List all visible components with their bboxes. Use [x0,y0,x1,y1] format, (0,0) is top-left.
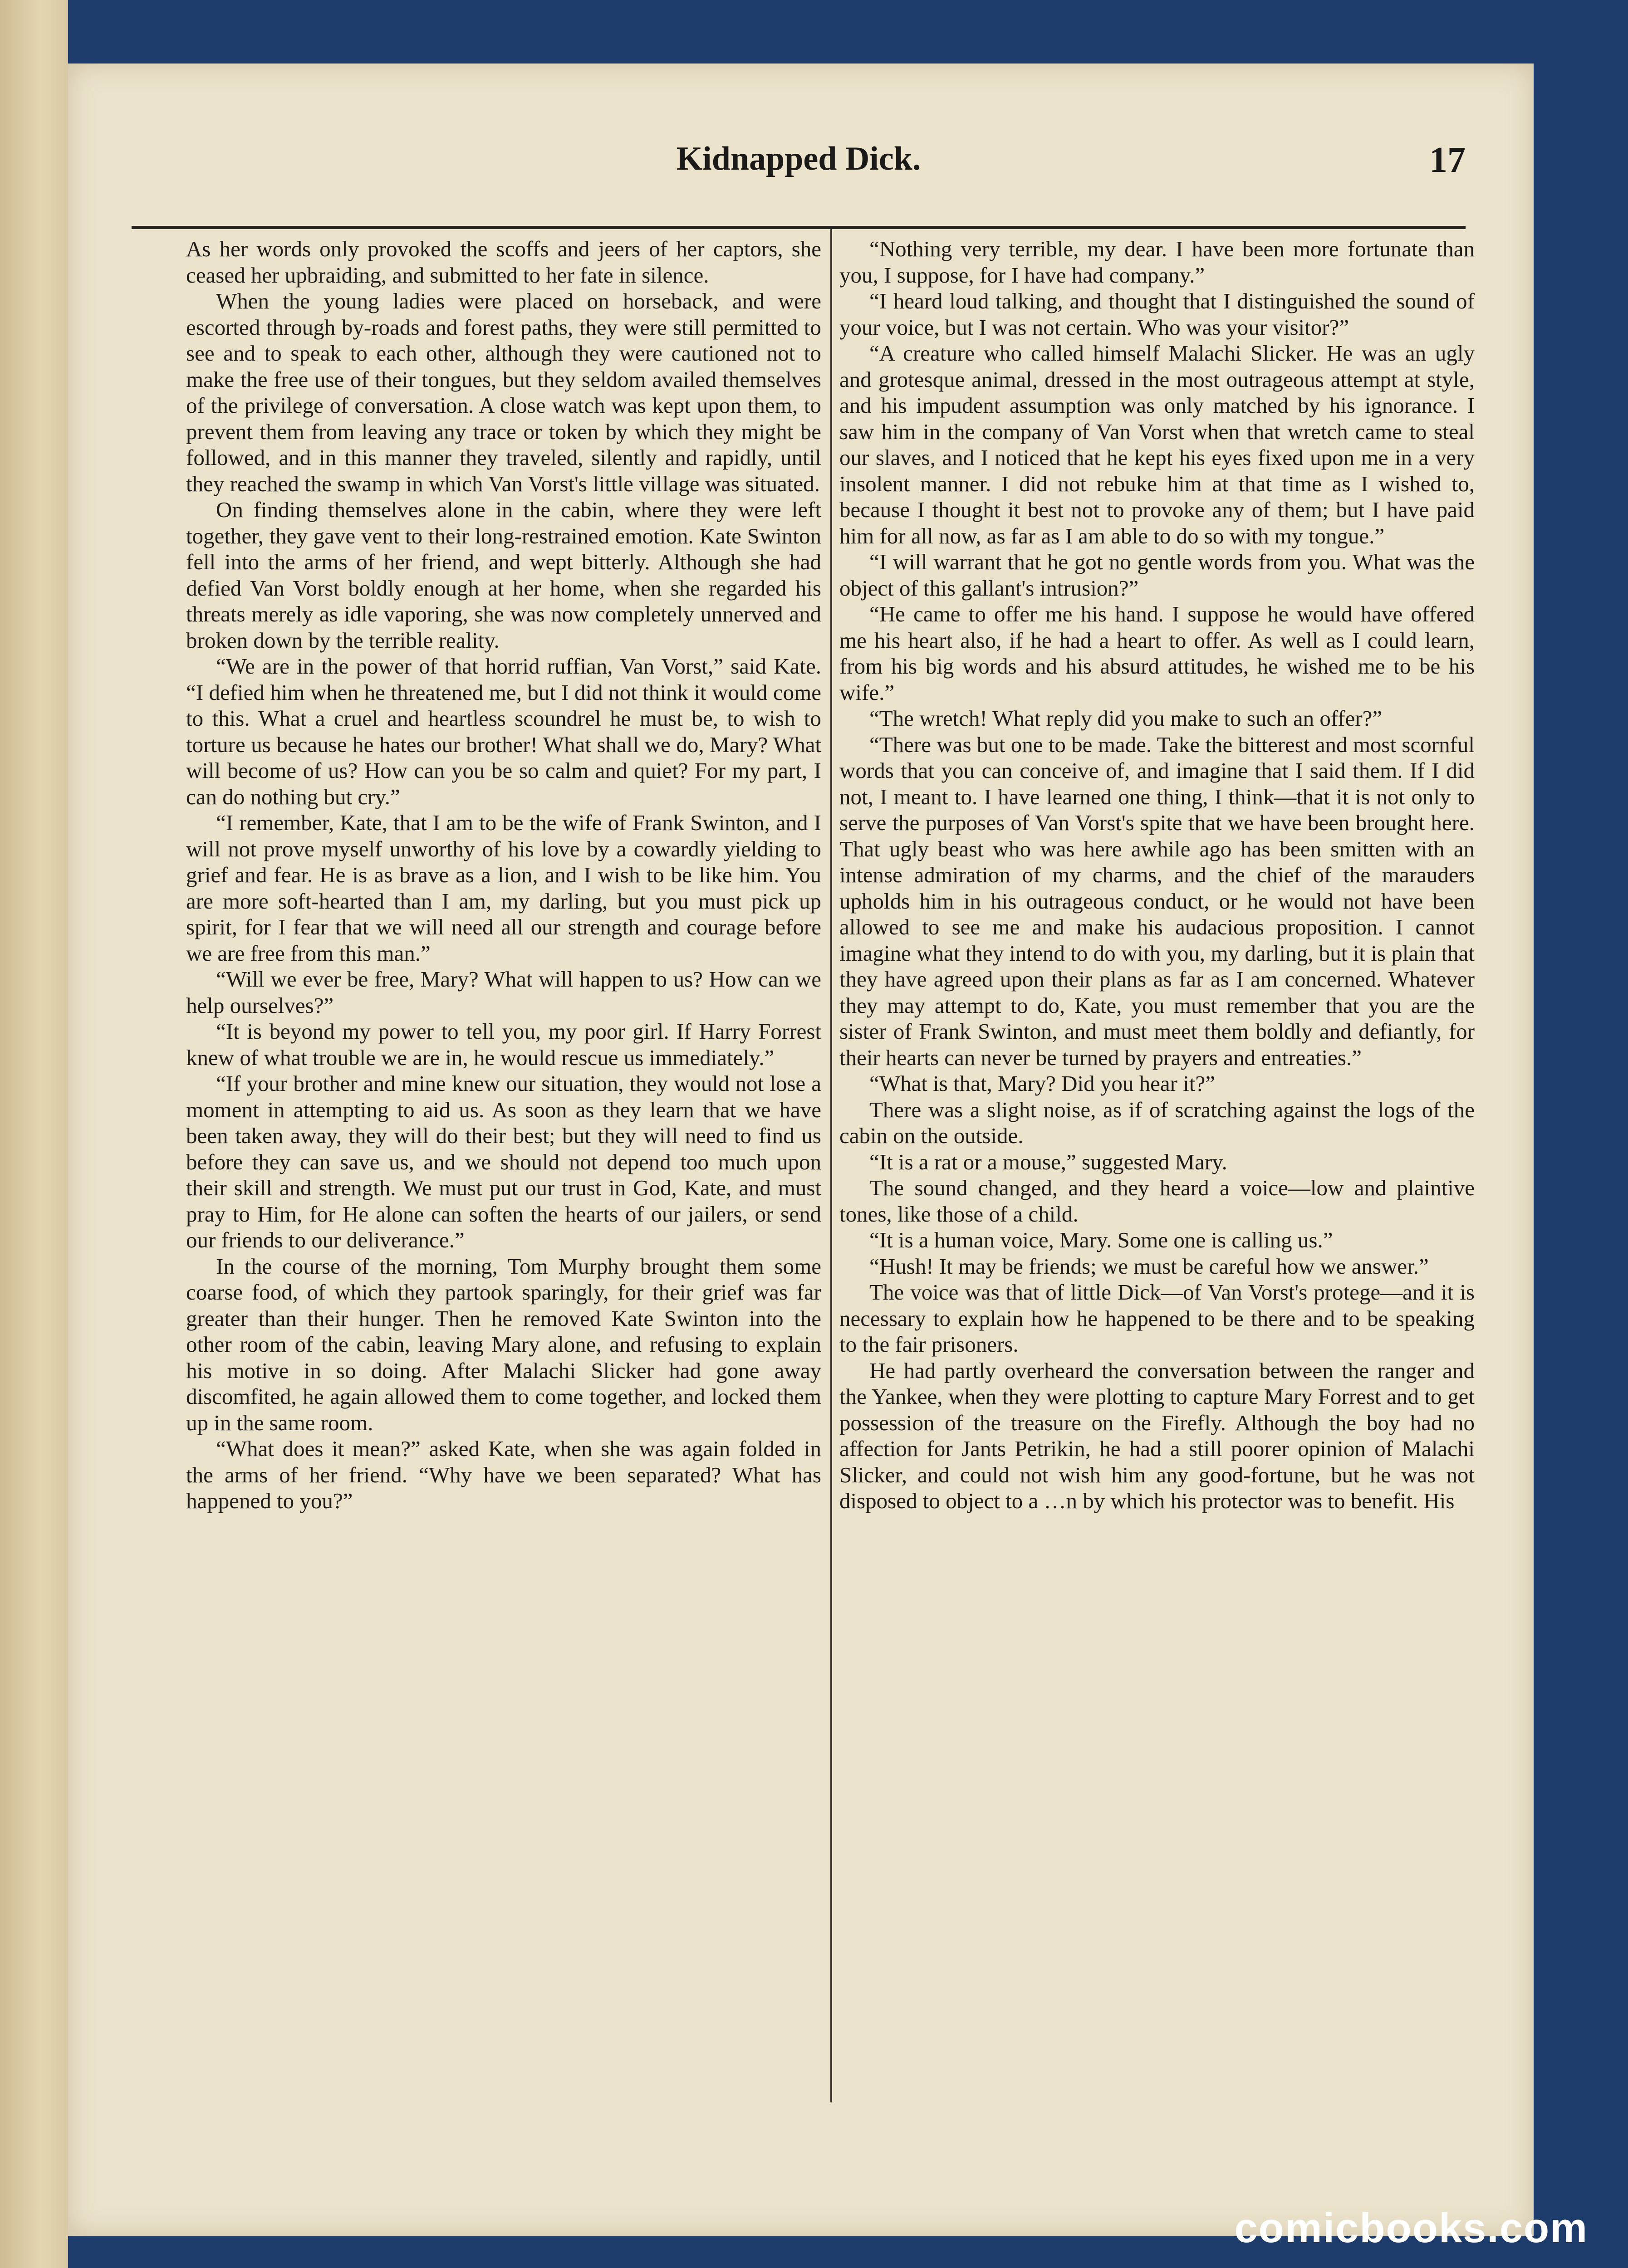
paragraph: “What is that, Mary? Did you hear it?” [869,1071,1215,1096]
paragraph: The sound changed, and they heard a voice—low and plaintive tones, like those of a child. [839,1175,1475,1227]
paragraph: “The wretch! What reply did you make to such an offer?” [869,706,1383,731]
paragraph: “If your brother and mine knew our situation, they would not lose a moment in attempting to aid us. As soon as they learn that we have been taken away, they will do their best; but they will need to find us before they can save us, and we should not depend too much upon their skill and strength. We must put our trust in God, Kate, and must pray to Him, for He alone can soften the hearts of our jailers, or send our friends to our deliverance.” [186,1071,821,1252]
paragraph: The voice was that of little Dick—of Van Vorst's protege—and it is necessary to explain how he happened to be there and to be speaking to the fair prisoners. [839,1280,1475,1357]
binding-edge [0,0,68,2268]
page-number: 17 [1429,140,1466,180]
paragraph: “A creature who called himself Malachi Slicker. He was an ugly and grotesque animal, dressed in the most outrageous attempt at style, and his impudent assumption was only matched by his ignorance. I saw him in the company of Van Vorst when that wretch came to steal our slaves, and I noticed that he kept his eyes fixed upon me in a very insolent manner. I did not rebuke him at that time as I wished to, because I thought it best not to provoke any of them; but I have paid him for all now, as far as I am able to do so with my tongue.” [839,341,1475,548]
paragraph: “It is beyond my power to tell you, my poor girl. If Harry Forrest knew of what trouble we are in, he would rescue us immediately.” [186,1019,821,1070]
paragraph: “I will warrant that he got no gentle words from you. What was the object of this gallant's intrusion?” [839,549,1475,601]
paragraph: “He came to offer me his hand. I suppose he would have offered me his heart also, if he had a heart to offer. As well as I could learn, from his big words and his absurd attitudes, he wished me to be his wife.” [839,601,1475,705]
text-column-left [186,236,821,2096]
paragraph: “We are in the power of that horrid ruffian, Van Vorst,” said Kate. “I defied him when he threatened me, but I did not think it would come to this. What a cruel and heartless scoundrel he must be, to wish to torture us because he hates our brother! What shall we do, Mary? What will become of us? How can you be so calm and quiet? For my part, I can do nothing but cry.” [186,654,821,809]
paragraph: As her words only provoked the scoffs and jeers of her captors, she ceased her upbraiding, and submitted to her fate in silence. [186,236,821,288]
page-header [132,94,1466,199]
paragraph: He had partly overheard the conversation between the ranger and the Yankee, when they were plotting to capture Mary Forrest and to get possession of the treasure on the Firefly. Although the boy had no affection for Jants Petrikin, he had a still poorer opinion of Malachi Slicker, and could not wish him any good-fortune, but he was not disposed to object to a …n by which his protector was to benefit. His [839,1358,1475,1513]
paragraph: When the young ladies were placed on horseback, and were escorted through by-roads and forest paths, they were still permitted to see and to speak to each other, although they were cautioned not to make the free use of their tongues, but they seldom availed themselves of the privilege of conversation. A close watch was kept upon them, to prevent them from leaving any trace or token by which they might be followed, and in this manner they traveled, silently and rapidly, until they reached the swamp in which Van Vorst's little village was situated. [186,288,821,496]
paragraph: “What does it mean?” asked Kate, when she was again folded in the arms of her friend. “Why have we been separated? What has happened to you?” [186,1436,821,1513]
paragraph: “I heard loud talking, and thought that I distinguished the sound of your voice, but I was not certain. Who was your visitor?” [839,288,1475,340]
running-title: Kidnapped Dick. [676,140,921,177]
paragraph: “It is a human voice, Mary. Some one is calling us.” [869,1227,1333,1252]
paragraph: “Nothing very terrible, my dear. I have been more fortunate than you, I suppose, for I have had company.” [839,236,1475,288]
paragraph: “There was but one to be made. Take the bitterest and most scornful words that you can conceive of, and imagine that I said them. If I did not, I meant to. I have learned one thing, I think—that it is not only to serve the purposes of Van Vorst's spite that we have been brought here. That ugly beast who was here awhile ago has been smitten with an intense admiration of my charms, and the chief of the marauders upholds him in his outrageous conduct, or he would not have been allowed to see me and make his audacious proposition. I cannot imagine what they intend to do with you, my darling, but it is plain that they have agreed upon their plans as far as I am concerned. Whatever they may attempt to do, Kate, you must remember that you are the sister of Frank Swinton, and must meet them boldly and defiantly, for their hearts can never be turned by prayers and entreaties.” [839,732,1475,1070]
text-column-right [839,236,1475,2096]
column-divider [830,229,832,2102]
paragraph: On finding themselves alone in the cabin, where they were left together, they gave vent to their long-restrained emotion. Kate Swinton fell into the arms of her friend, and wept bitterly. Although she had defied Van Vorst boldly enough at her home, when she regarded his threats merely as idle vaporing, she was now completely unnerved and broken down by the terrible reality. [186,497,821,653]
paragraph: “Hush! It may be friends; we must be careful how we answer.” [869,1253,1429,1279]
paragraph: There was a slight noise, as if of scratching against the logs of the cabin on the outside. [839,1097,1475,1148]
header-rule [132,226,1466,229]
paragraph: “Will we ever be free, Mary? What will happen to us? How can we help ourselves?” [186,967,821,1018]
watermark-text: comicbooks.com [1234,2205,1588,2251]
paragraph: “I remember, Kate, that I am to be the wife of Frank Swinton, and I will not prove myself unworthy of his love by a cowardly yielding to grief and fear. He is as brave as a lion, and I wish to be like him. You are more soft-hearted than I am, my darling, but you must pick up spirit, for I fear that we will need all our strength and courage before we are free from this man.” [186,810,821,966]
paragraph: In the course of the morning, Tom Murphy brought them some coarse food, of which they partook sparingly, for their grief was far greater than their hunger. Then he removed Kate Swinton into the other room of the cabin, leaving Mary alone, and refusing to explain his motive in so doing. After Malachi Slicker had gone away discomfited, he again allowed them to come together, and locked them up in the same room. [186,1253,821,1435]
paragraph: “It is a rat or a mouse,” suggested Mary. [869,1149,1227,1174]
